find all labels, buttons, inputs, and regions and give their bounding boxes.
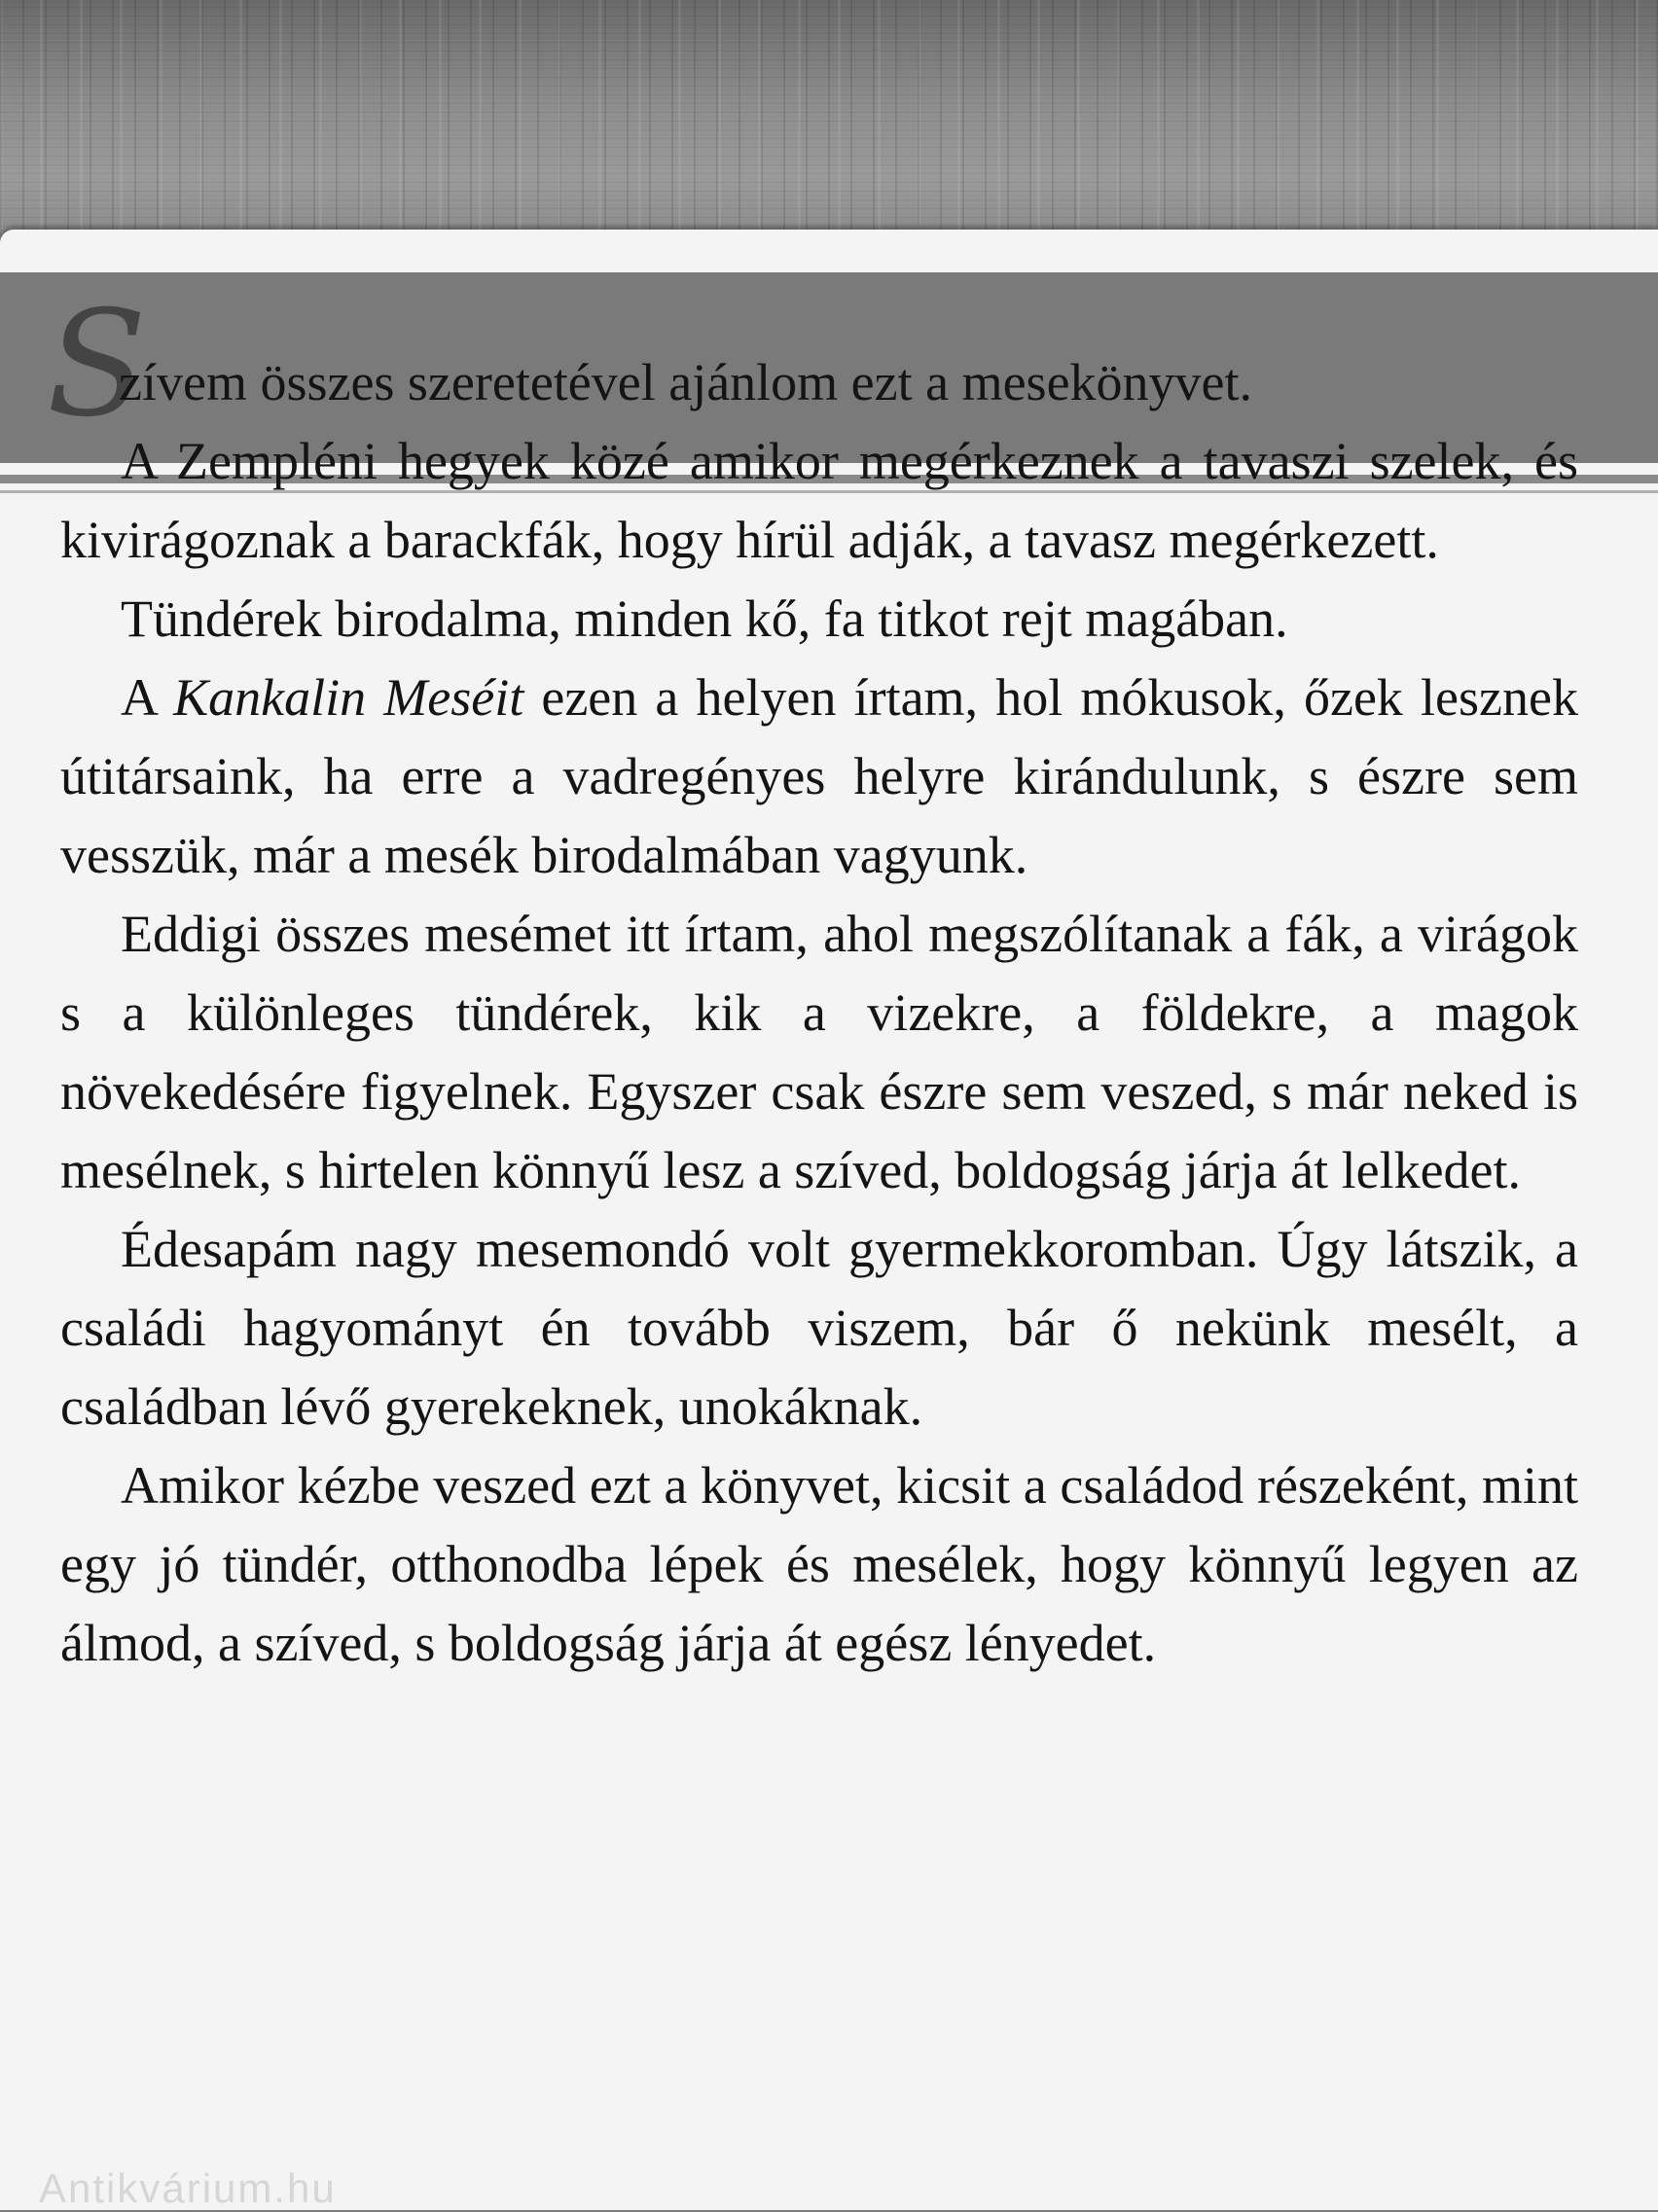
paragraph-7: Amikor kézbe veszed ezt a könyvet, kicsit a családod részeként, mint egy jó tündér, otthonodba lépek és mesélek, hogy könnyű legyen az álmod, a szíved, s boldogság járja át egész lényedet. <box>60 1456 1578 1672</box>
paragraph-4-start: A <box>121 668 174 727</box>
paragraph-3: Tündérek birodalma, minden kő, fa titkot rejt magában. <box>121 589 1288 648</box>
paragraph-6: Édesapám nagy mesemondó volt gyermekkoromban. Úgy látszik, a családi hagyományt én tovább viszem, bár ő nekünk mesélt, a családban lévő gyerekeknek, unokáknak. <box>60 1220 1578 1436</box>
watermark: Antikvárium.hu <box>39 2165 337 2211</box>
wood-background <box>0 0 1658 253</box>
paragraph-2: A Zempléni hegyek közé amikor megérkeznek a tavaszi szelek, és kivirágoznak a barackfák, hogy hírül adják, a tavasz megérkezett. <box>60 432 1578 569</box>
paragraph-4-rest: ezen a helyen írtam, hol mókusok, őzek lesznek útitársaink, ha erre a vadregényes helyre kirándulunk, s észre sem vesszük, már a mesék birodalmában vagyunk. <box>60 668 1578 884</box>
drop-cap: S <box>47 280 147 449</box>
dedication-text <box>60 343 1578 1683</box>
paragraph-4 <box>60 659 1578 895</box>
paragraph-1: zívem összes szeretetével ajánlom ezt a mesekönyvet. <box>119 353 1253 411</box>
paragraph-5: Eddigi összes mesémet itt írtam, ahol megszólítanak a fák, a virágok s a különleges tündérek, kik a vizekre, a földekre, a magok növekedésére figyelnek. Egyszer csak észre sem veszed, s már neked is mesélnek, s hirtelen könnyű lesz a szíved, boldogság járja át lelkedet. <box>60 905 1578 1199</box>
book-title: Kankalin Meséit <box>173 668 524 727</box>
